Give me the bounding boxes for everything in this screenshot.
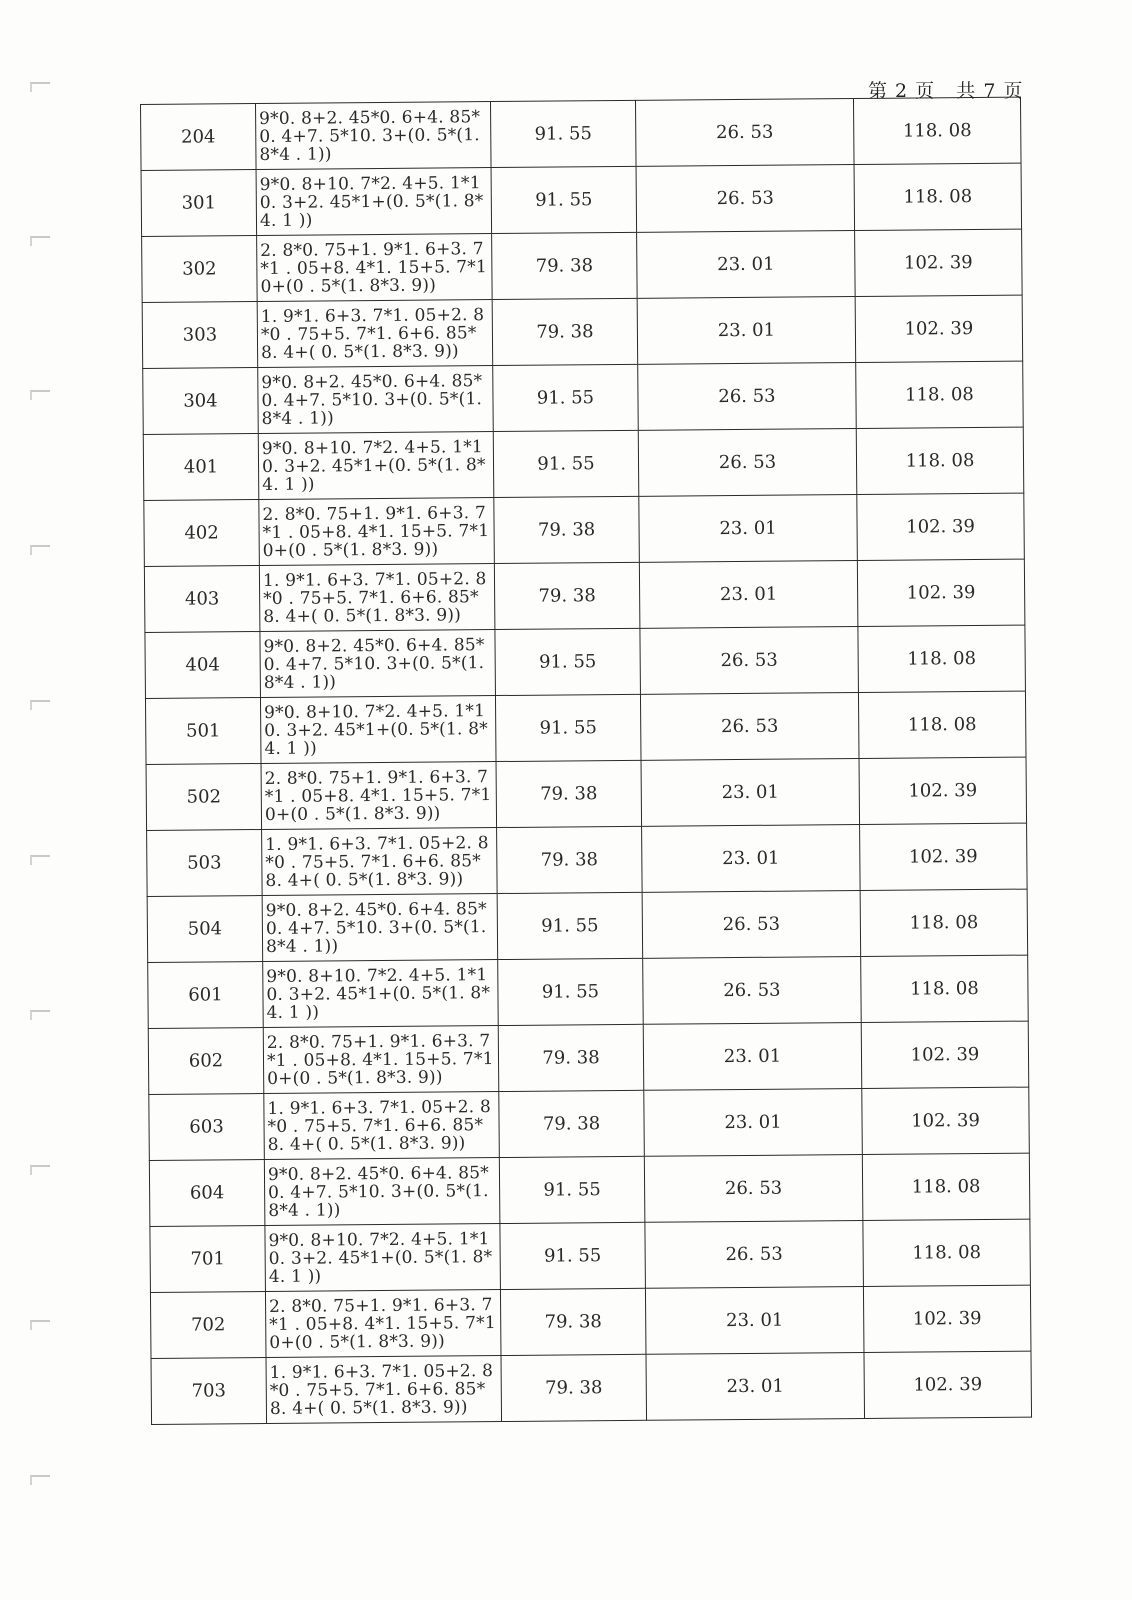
area-value-cell: 79. 38 [501,1354,647,1421]
room-number-cell: 504 [147,896,263,963]
binding-hole-marks [0,0,60,1600]
room-number-cell: 402 [144,500,260,567]
punch-mark [30,1165,50,1175]
area-value-cell: 91. 55 [490,100,636,167]
area-value-cell: 91. 55 [493,364,639,431]
room-number-cell: 701 [150,1225,266,1292]
area-formula-cell: 9*0. 8+2. 45*0. 6+4. 85*0. 4+7. 5*10. 3+(0. 5*(1. 8*4 . 1)) [256,102,492,170]
room-number-cell: 303 [142,302,258,369]
shared-area-cell: 23. 01 [639,561,858,629]
total-area-cell: 102. 39 [861,1021,1029,1088]
area-formula-cell: 2. 8*0. 75+1. 9*1. 6+3. 7*1 . 05+8. 4*1. 15+5. 7*10+(0 . 5*(1. 8*3. 9)) [257,234,493,302]
shared-area-cell: 26. 53 [645,1220,864,1288]
room-number-cell: 401 [143,434,259,501]
table-row [148,1021,1029,1094]
area-value-cell: 91. 55 [497,892,643,959]
shared-area-cell: 26. 53 [644,1154,863,1222]
area-formula-cell: 9*0. 8+10. 7*2. 4+5. 1*10. 3+2. 45*1+(0. 5*(1. 8*4. 1 )) [260,696,496,764]
shared-area-cell: 26. 53 [638,429,857,497]
punch-mark [30,390,50,400]
shared-area-cell: 23. 01 [642,824,861,892]
room-number-cell: 404 [145,632,261,699]
shared-area-cell: 23. 01 [643,1022,862,1090]
area-value-cell: 91. 55 [500,1222,646,1289]
area-value-cell: 79. 38 [498,1024,644,1091]
punch-mark [30,855,50,865]
area-formula-cell: 9*0. 8+2. 45*0. 6+4. 85*0. 4+7. 5*10. 3+(0. 5*(1. 8*4 . 1)) [264,1158,500,1226]
area-value-cell: 91. 55 [491,166,637,233]
area-value-cell: 79. 38 [494,562,640,629]
page-indicator: 第 2 页 共 7 页 [868,80,1024,102]
shared-area-cell: 26. 53 [643,956,862,1024]
area-formula-cell: 9*0. 8+10. 7*2. 4+5. 1*10. 3+2. 45*1+(0. 5*(1. 8*4. 1 )) [265,1224,501,1292]
table-body [141,97,1032,1424]
area-formula-cell: 9*0. 8+10. 7*2. 4+5. 1*10. 3+2. 45*1+(0. 5*(1. 8*4. 1 )) [263,960,499,1028]
room-number-cell: 204 [141,104,257,171]
shared-area-cell: 23. 01 [637,297,856,365]
room-number-cell: 403 [144,566,260,633]
shared-area-cell: 23. 01 [641,758,860,826]
shared-area-cell: 23. 01 [646,1352,865,1420]
table-row [141,97,1022,170]
shared-area-cell: 26. 53 [635,99,854,167]
area-value-cell: 91. 55 [499,1156,645,1223]
area-value-cell: 91. 55 [493,430,639,497]
table-row [144,559,1025,632]
room-number-cell: 602 [148,1028,264,1095]
table-row [151,1351,1032,1424]
area-formula-cell: 9*0. 8+2. 45*0. 6+4. 85*0. 4+7. 5*10. 3+(0. 5*(1. 8*4 . 1)) [260,630,496,698]
area-formula-cell: 1. 9*1. 6+3. 7*1. 05+2. 8*0 . 75+5. 7*1. 6+6. 85*8. 4+( 0. 5*(1. 8*3. 9)) [259,564,495,632]
shared-area-cell: 23. 01 [645,1286,864,1354]
room-number-cell: 703 [151,1357,267,1424]
table-row [150,1219,1031,1292]
total-area-cell: 118. 08 [853,97,1021,164]
area-value-cell: 79. 38 [496,760,642,827]
area-value-cell: 79. 38 [492,298,638,365]
room-number-cell: 302 [142,236,258,303]
total-area-cell: 102. 39 [864,1351,1032,1418]
room-number-cell: 301 [141,170,257,237]
table-row [149,1087,1030,1160]
punch-mark [30,1475,50,1485]
area-formula-cell: 1. 9*1. 6+3. 7*1. 05+2. 8*0 . 75+5. 7*1. 6+6. 85*8. 4+( 0. 5*(1. 8*3. 9)) [257,300,493,368]
total-area-cell: 118. 08 [856,361,1024,428]
area-formula-cell: 9*0. 8+10. 7*2. 4+5. 1*10. 3+2. 45*1+(0. 5*(1. 8*4. 1 )) [258,432,494,500]
total-area-cell: 102. 39 [863,1285,1031,1352]
shared-area-cell: 23. 01 [637,231,856,299]
table-row [147,889,1028,962]
area-formula-cell: 9*0. 8+2. 45*0. 6+4. 85*0. 4+7. 5*10. 3+(0. 5*(1. 8*4 . 1)) [258,366,494,434]
punch-mark [30,1010,50,1020]
punch-mark [30,236,50,246]
area-formula-cell: 1. 9*1. 6+3. 7*1. 05+2. 8*0 . 75+5. 7*1. 6+6. 85*8. 4+( 0. 5*(1. 8*3. 9)) [262,828,498,896]
room-number-cell: 503 [147,830,263,897]
total-area-cell: 118. 08 [858,691,1026,758]
total-area-cell: 118. 08 [863,1219,1031,1286]
total-area-cell: 118. 08 [858,625,1026,692]
total-area-cell: 102. 39 [859,757,1027,824]
shared-area-cell: 23. 01 [639,495,858,563]
table-row [149,1153,1030,1226]
table-row [143,427,1024,500]
room-number-cell: 501 [145,698,261,765]
area-formula-cell: 2. 8*0. 75+1. 9*1. 6+3. 7*1 . 05+8. 4*1. 15+5. 7*10+(0 . 5*(1. 8*3. 9)) [261,762,497,830]
area-formula-cell: 9*0. 8+10. 7*2. 4+5. 1*10. 3+2. 45*1+(0. 5*(1. 8*4. 1 )) [256,168,492,236]
table-row [147,823,1028,896]
area-calculation-table [140,97,1032,1425]
area-value-cell: 91. 55 [495,628,641,695]
room-number-cell: 604 [149,1159,265,1226]
table-row [148,955,1029,1028]
total-area-cell: 118. 08 [854,163,1022,230]
table-row [141,163,1022,236]
total-area-cell: 102. 39 [860,823,1028,890]
shared-area-cell: 23. 01 [644,1088,863,1156]
area-formula-cell: 1. 9*1. 6+3. 7*1. 05+2. 8*0 . 75+5. 7*1. 6+6. 85*8. 4+( 0. 5*(1. 8*3. 9)) [264,1092,500,1160]
area-value-cell: 79. 38 [494,496,640,563]
area-formula-cell: 2. 8*0. 75+1. 9*1. 6+3. 7*1 . 05+8. 4*1. 15+5. 7*10+(0 . 5*(1. 8*3. 9)) [265,1290,501,1358]
room-number-cell: 601 [148,962,264,1029]
table-row [150,1285,1031,1358]
punch-mark [30,82,50,92]
area-value-cell: 79. 38 [497,826,643,893]
total-area-cell: 102. 39 [857,559,1025,626]
area-value-cell: 79. 38 [492,232,638,299]
shared-area-cell: 26. 53 [640,693,859,761]
area-formula-cell: 9*0. 8+2. 45*0. 6+4. 85*0. 4+7. 5*10. 3+(0. 5*(1. 8*4 . 1)) [262,894,498,962]
punch-mark [30,700,50,710]
shared-area-cell: 26. 53 [638,363,857,431]
area-value-cell: 79. 38 [499,1090,645,1157]
total-area-cell: 102. 39 [855,295,1023,362]
total-area-cell: 102. 39 [857,493,1025,560]
table-row [144,493,1025,566]
area-value-cell: 79. 38 [500,1288,646,1355]
total-area-cell: 102. 39 [862,1087,1030,1154]
table-row [145,625,1026,698]
table-row [143,361,1024,434]
room-number-cell: 702 [150,1291,266,1358]
shared-area-cell: 26. 53 [636,165,855,233]
room-number-cell: 502 [146,764,262,831]
total-area-cell: 118. 08 [862,1153,1030,1220]
area-formula-cell: 1. 9*1. 6+3. 7*1. 05+2. 8*0 . 75+5. 7*1. 6+6. 85*8. 4+( 0. 5*(1. 8*3. 9)) [266,1356,502,1424]
area-table-container [140,97,1031,1425]
shared-area-cell: 26. 53 [642,890,861,958]
table-row [145,691,1026,764]
area-formula-cell: 2. 8*0. 75+1. 9*1. 6+3. 7*1 . 05+8. 4*1. 15+5. 7*10+(0 . 5*(1. 8*3. 9)) [263,1026,499,1094]
table-row [142,295,1023,368]
shared-area-cell: 26. 53 [640,627,859,695]
punch-mark [30,545,50,555]
table-row [146,757,1027,830]
room-number-cell: 603 [149,1093,265,1160]
room-number-cell: 304 [143,368,259,435]
area-value-cell: 91. 55 [495,694,641,761]
total-area-cell: 118. 08 [856,427,1024,494]
area-value-cell: 91. 55 [498,958,644,1025]
total-area-cell: 118. 08 [861,955,1029,1022]
area-formula-cell: 2. 8*0. 75+1. 9*1. 6+3. 7*1 . 05+8. 4*1. 15+5. 7*10+(0 . 5*(1. 8*3. 9)) [259,498,495,566]
total-area-cell: 118. 08 [860,889,1028,956]
table-row [142,229,1023,302]
total-area-cell: 102. 39 [855,229,1023,296]
punch-mark [30,1320,50,1330]
